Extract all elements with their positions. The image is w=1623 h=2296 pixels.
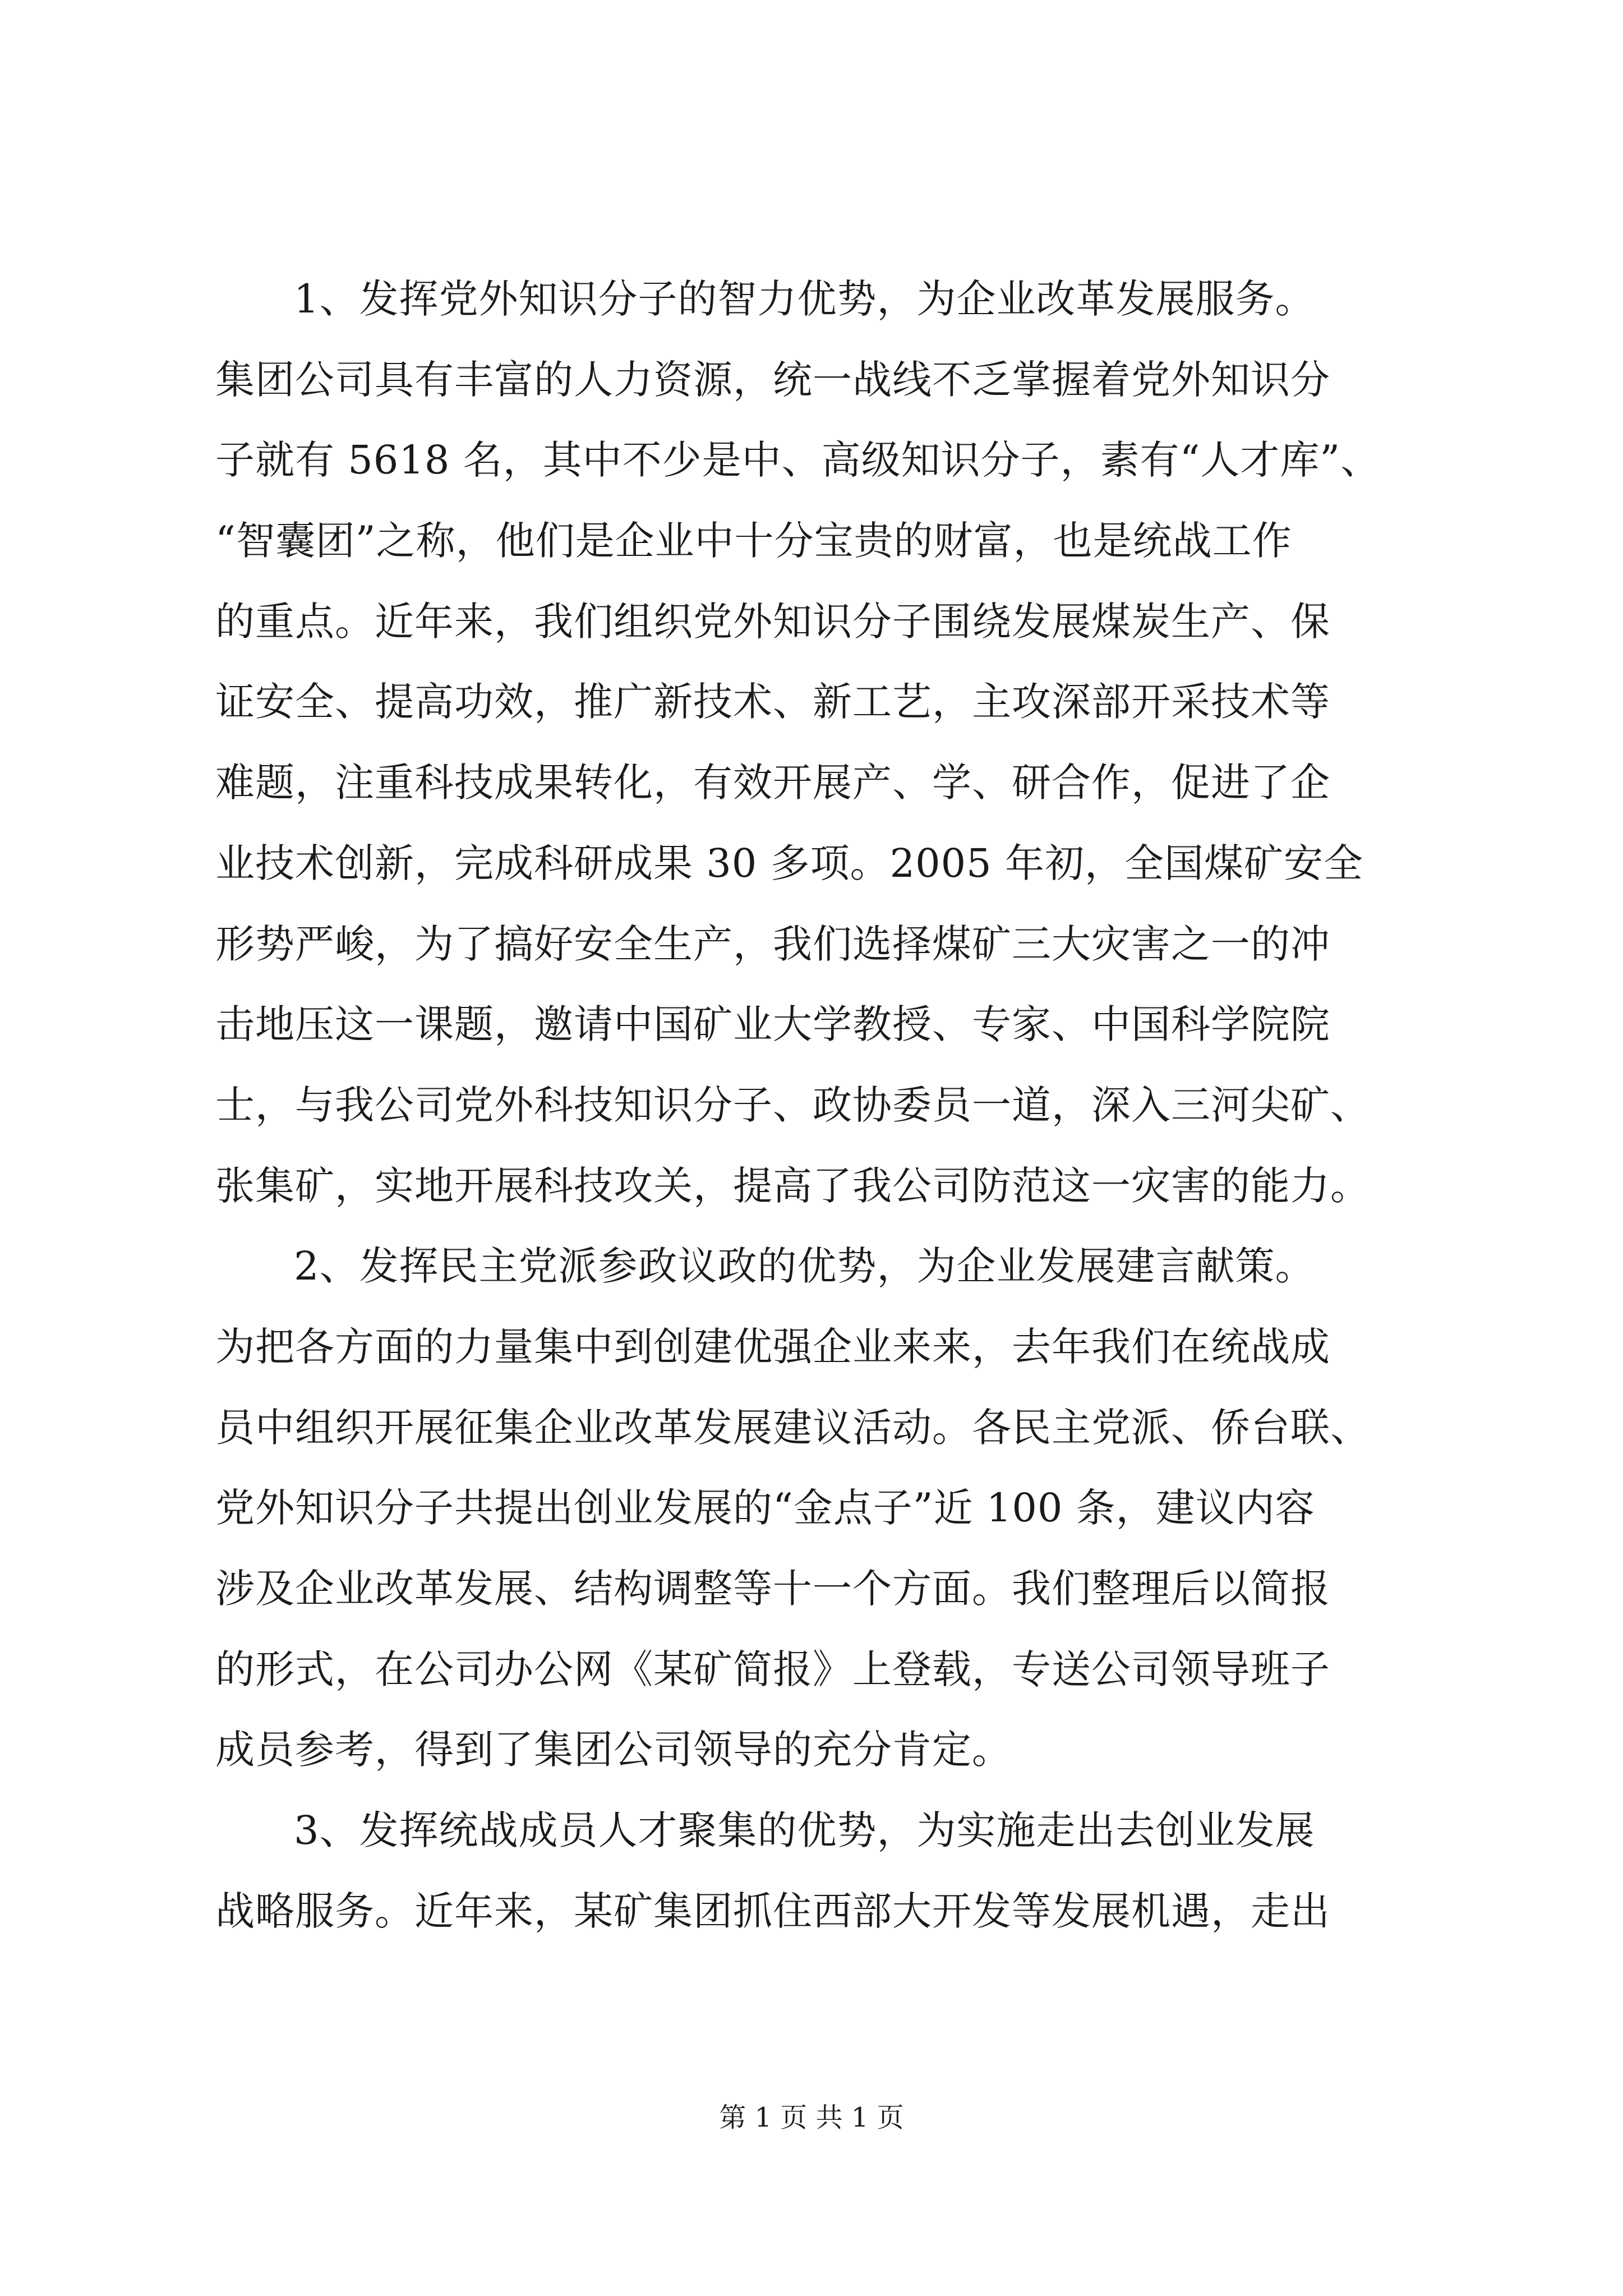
text-line: 证安全、提高功效，推广新技术、新工艺，主攻深部开采技术等 bbox=[215, 679, 1330, 725]
text-line: 为把各方面的力量集中到创建优强企业来来，去年我们在统战成 bbox=[215, 1323, 1330, 1370]
text-line: 业技术创新，完成科研成果 30 多项。2005 年初，全国煤矿安全 bbox=[215, 840, 1363, 886]
paragraph-first-line: 1、发挥党外知识分子的智力优势，为企业改革发展服务。 bbox=[294, 276, 1315, 322]
text-line: 集团公司具有丰富的人力资源，统一战线不乏掌握着党外知识分 bbox=[215, 356, 1330, 403]
body-text bbox=[215, 259, 1427, 1952]
text-line: 战略服务。近年来，某矿集团抓住西部大开发等发展机遇，走出 bbox=[215, 1888, 1330, 1934]
text-line: 成员参考，得到了集团公司领导的充分肯定。 bbox=[215, 1727, 1012, 1773]
text-line: 涉及企业改革发展、结构调整等十一个方面。我们整理后以简报 bbox=[215, 1566, 1330, 1612]
text-line: “智囊团”之称，他们是企业中十分宝贵的财富，也是统战工作 bbox=[215, 518, 1292, 564]
text-line: 的形式，在公司办公网《某矿简报》上登载，专送公司领导班子 bbox=[215, 1646, 1330, 1692]
text-line: 子就有 5618 名，其中不少是中、高级知识分子，素有“人才库”、 bbox=[215, 437, 1381, 484]
text-line: 员中组织开展征集企业改革发展建议活动。各民主党派、侨台联、 bbox=[215, 1404, 1370, 1451]
text-line: 士，与我公司党外科技知识分子、政协委员一道，深入三河尖矿、 bbox=[215, 1082, 1370, 1128]
text-line: 张集矿，实地开展科技攻关，提高了我公司防范这一灾害的能力。 bbox=[215, 1162, 1370, 1209]
text-line: 党外知识分子共提出创业发展的“金点子”近 100 条，建议内容 bbox=[215, 1485, 1315, 1531]
text-line: 形势严峻，为了搞好安全生产，我们选择煤矿三大灾害之一的冲 bbox=[215, 921, 1330, 967]
paragraph-first-line: 2、发挥民主党派参政议政的优势，为企业发展建言献策。 bbox=[294, 1243, 1315, 1290]
paragraph-first-line: 3、发挥统战成员人才聚集的优势，为实施走出去创业发展 bbox=[294, 1807, 1315, 1854]
text-line: 的重点。近年来，我们组织党外知识分子围绕发展煤炭生产、保 bbox=[215, 598, 1330, 645]
text-line: 难题，注重科技成果转化，有效开展产、学、研合作，促进了企 bbox=[215, 760, 1330, 806]
page-footer: 第 1 页 共 1 页 bbox=[719, 2102, 904, 2133]
text-line: 击地压这一课题，邀请中国矿业大学教授、专家、中国科学院院 bbox=[215, 1001, 1330, 1048]
